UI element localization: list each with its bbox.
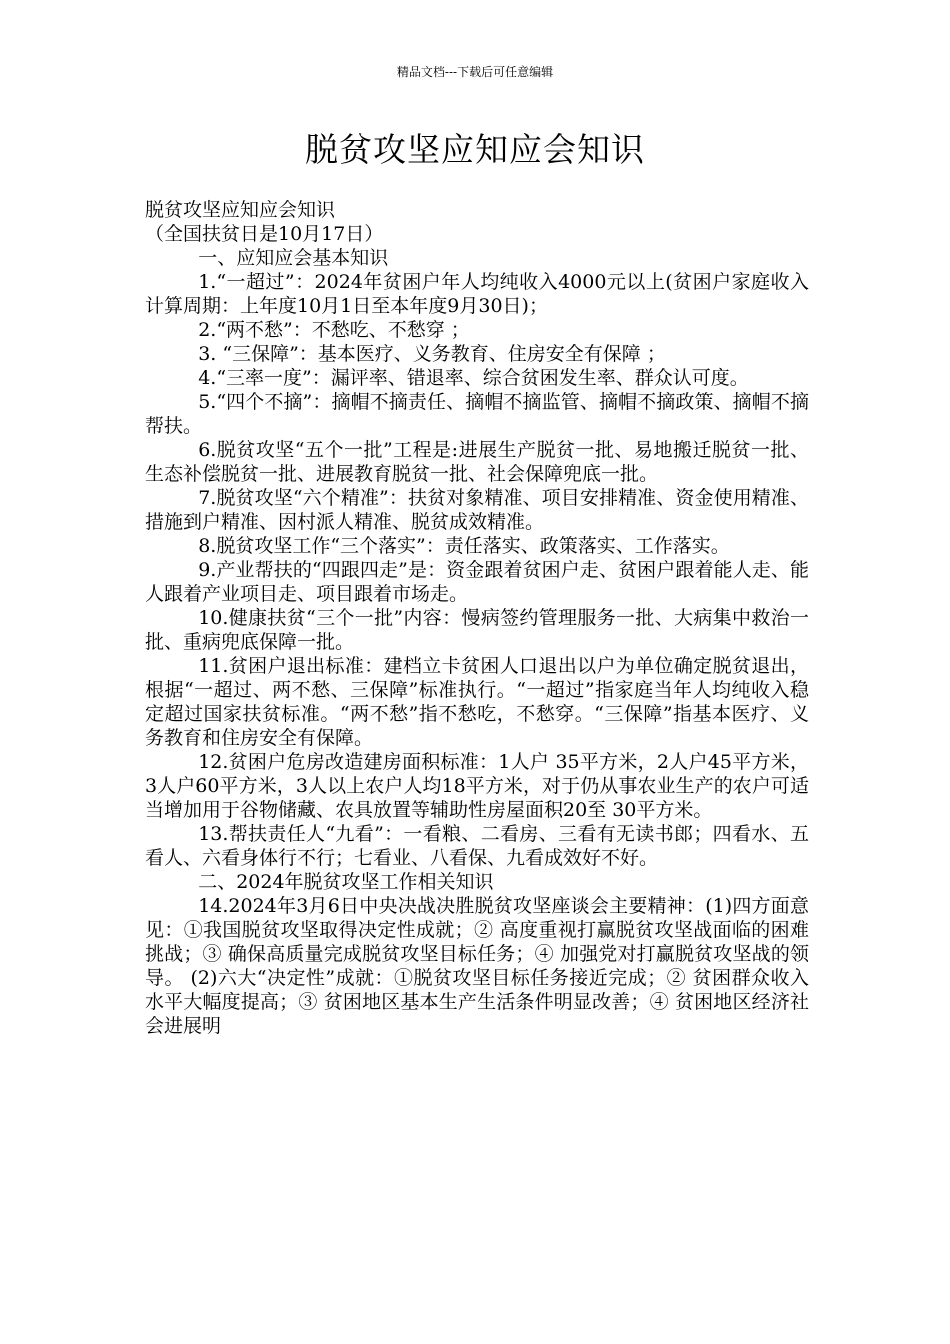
document-body bbox=[145, 198, 809, 1038]
page-header: 精品文档---下载后可任意编辑 bbox=[396, 65, 554, 79]
section-heading-2: 二、2024年脱贫攻坚工作相关知识 bbox=[198, 871, 494, 893]
paragraph-item-3: 3. “三保障”：基本医疗、义务教育、住房安全有保障 ； bbox=[198, 343, 666, 365]
document-title: 脱贫攻坚应知应会知识 bbox=[305, 130, 645, 169]
poverty-day-note: （全国扶贫日是10月17日） bbox=[145, 223, 384, 245]
paragraph-item-6: 6.脱贫攻坚“五个一批”工程是:进展生产脱贫一批、易地搬迁脱贫一批、生态补偿脱贫一批、进展教育脱贫一批、社会保障兜底一批。 bbox=[145, 439, 809, 485]
subtitle-line: 脱贫攻坚应知应会知识 bbox=[145, 199, 336, 221]
paragraph-item-14: 14.2024年3月6日中央决战决胜脱贫攻坚座谈会主要精神：(1)四方面意见：①我国脱贫攻坚取得决定性成就；② 高度重视打赢脱贫攻坚战面临的困难挑战；③ 确保高质量完成脱贫攻坚目标任务；④ 加强党对打赢脱贫攻坚战的领导。 (2)六大“决定性”成就：①脱贫攻坚目标任务接近完成；② 贫困群众收入水平大幅度提高；③ 贫困地区基本生产生活条件明显改善；④ 贫困地区经济社会进展明 bbox=[145, 895, 809, 1037]
paragraph-item-11: 11.贫困户退出标准：建档立卡贫困人口退出以户为单位确定脱贫退出，根据“一超过、两不愁、三保障”标准执行。“一超过”指家庭当年人均纯收入稳定超过国家扶贫标准。“两不愁”指不愁吃，不愁穿。“三保障”指基本医疗、义务教育和住房安全有保障。 bbox=[145, 655, 809, 749]
paragraph-item-7: 7.脱贫攻坚“六个精准”：扶贫对象精准、项目安排精准、资金使用精准、措施到户精准、因村派人精准、脱贫成效精准。 bbox=[145, 487, 809, 533]
paragraph-item-12: 12.贫困户危房改造建房面积标准：1人户 35平方米，2人户45平方米，3人户60平方米，3人以上农户人均18平方米，对于仍从事农业生产的农户可适当增加用于谷物储藏、农具放置等辅助性房屋面积20至 30平方米。 bbox=[145, 751, 809, 821]
paragraph-item-8: 8.脱贫攻坚工作“三个落实”：责任落实、政策落实、工作落实。 bbox=[198, 535, 730, 557]
paragraph-item-2: 2.“两不愁”：不愁吃、不愁穿 ； bbox=[198, 319, 470, 341]
paragraph-item-10: 10.健康扶贫“三个一批”内容：慢病签约管理服务一批、大病集中救治一批、重病兜底保障一批。 bbox=[145, 607, 809, 653]
paragraph-item-4: 4.“三率一度”：漏评率、错退率、综合贫困发生率、群众认可度。 bbox=[198, 367, 749, 389]
section-heading-1: 一、应知应会基本知识 bbox=[198, 247, 389, 269]
paragraph-item-13: 13.帮扶责任人“九看”：一看粮、二看房、三看有无读书郎；四看水、五看人、六看身体行不行；七看业、八看保、九看成效好不好。 bbox=[145, 823, 809, 869]
paragraph-item-1: 1.“一超过”：2024年贫困户年人均纯收入4000元以上(贫困户家庭收入计算周期：上年度10月1日至本年度9月30日)； bbox=[145, 271, 809, 317]
paragraph-item-5: 5.“四个不摘”：摘帽不摘责任、摘帽不摘监管、摘帽不摘政策、摘帽不摘帮扶。 bbox=[145, 391, 809, 437]
paragraph-item-9: 9.产业帮扶的“四跟四走”是：资金跟着贫困户走、贫困户跟着能人走、能人跟着产业项目走、项目跟着市场走。 bbox=[145, 559, 809, 605]
